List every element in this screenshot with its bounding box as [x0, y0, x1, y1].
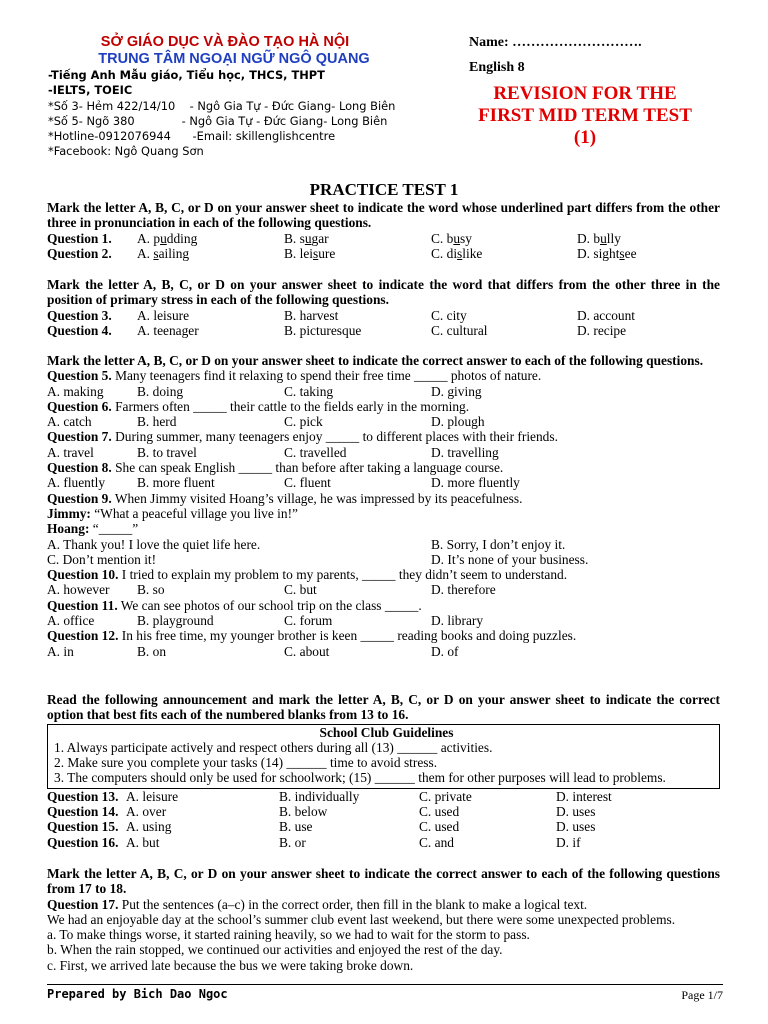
option-c: C. cultural	[431, 322, 488, 338]
option-c: C. dislike	[431, 245, 483, 261]
option-a: A. Thank you! I love the quiet life here.	[47, 536, 261, 552]
option-b: B. so	[137, 582, 165, 598]
option-b: B. leisure	[284, 245, 336, 261]
options-row	[47, 414, 720, 429]
question-stem: Question 12. In his free time, my younger brother is keen _____ reading books and doing puzzles.	[47, 628, 577, 644]
question-label: Question 16.	[47, 834, 119, 850]
option-d: D. It’s none of your business.	[431, 551, 589, 567]
question-row	[47, 819, 720, 834]
option-a: A. leisure	[137, 307, 190, 323]
announcement-title: School Club Guidelines	[319, 724, 454, 740]
info-line-ielts: -IELTS, TOEIC	[48, 83, 133, 98]
option-a: A. fluently	[47, 475, 106, 491]
question-stem: Question 5. Many teenagers find it relaxing to spend their free time _____ photos of nature.	[47, 368, 542, 384]
option-b: B. herd	[137, 414, 177, 430]
question-stem: Question 8. She can speak English _____ than before after taking a language course.	[47, 460, 504, 476]
sentence-a: a. To make things worse, it started raining heavily, so we had to wait for the storm to pass.	[47, 927, 530, 943]
question-row	[47, 246, 720, 261]
option-a: A. pudding	[137, 230, 198, 246]
question-stem: Question 10. I tried to explain my problem to my parents, _____ they didn’t seem to understand.	[47, 567, 568, 583]
option-a: A. office	[47, 613, 95, 629]
option-c: C. and	[419, 834, 454, 850]
option-c: C. but	[284, 582, 317, 598]
option-b: B. use	[279, 819, 313, 835]
option-a: A. sailing	[137, 245, 190, 261]
grade-label: English 8	[469, 60, 525, 75]
dialogue-line-hoang: Hoang: “_____”	[47, 521, 139, 537]
option-c: C. used	[419, 819, 460, 835]
info-line-facebook: *Facebook: Ngô Quang Sơn	[48, 144, 204, 159]
option-d: D. therefore	[431, 582, 496, 598]
options-row	[47, 445, 720, 460]
option-c: C. taking	[284, 383, 334, 399]
section-text-order	[47, 866, 720, 973]
option-d: D. uses	[556, 819, 596, 835]
announcement-line: 2. Make sure you complete your tasks (14) ______ time to avoid stress.	[54, 755, 438, 771]
name-field-label: Name: ……………………….	[469, 35, 642, 50]
option-c: C. used	[419, 804, 460, 820]
page-number: Page 1/7	[681, 988, 723, 1002]
option-a: A. using	[126, 819, 172, 835]
question-row	[47, 308, 720, 323]
passage-intro: We had an enjoyable day at the school’s summer club event last weekend, but there were some unexpected problems.	[47, 911, 676, 927]
question-row	[47, 789, 720, 804]
practice-test-title: PRACTICE TEST 1	[309, 180, 459, 199]
dialogue-line-jimmy: Jimmy: “What a peaceful village you live in!”	[47, 505, 298, 521]
prepared-by: Prepared by Bich Dao Ngoc	[47, 987, 228, 1001]
revision-title-line-2: FIRST MID TERM TEST	[478, 105, 692, 126]
option-a: A. over	[126, 804, 167, 820]
option-b: B. sugar	[284, 230, 329, 246]
option-a: A. leisure	[126, 788, 179, 804]
option-d: D. recipe	[577, 322, 627, 338]
option-d: D. of	[431, 643, 459, 659]
option-d: D. interest	[556, 788, 612, 804]
option-c: C. about	[284, 643, 330, 659]
option-b: B. doing	[137, 383, 184, 399]
department-name: SỞ GIÁO DỤC VÀ ĐÀO TẠO HÀ NỘI	[100, 34, 350, 50]
question-label: Question 15.	[47, 819, 119, 835]
options-row	[47, 582, 720, 597]
section-reading	[47, 692, 720, 850]
options-row	[47, 537, 720, 552]
option-b: B. or	[279, 834, 306, 850]
options-row	[47, 613, 720, 628]
question-stem: Question 9. When Jimmy visited Hoang’s village, he was impressed by its peacefulness.	[47, 490, 523, 506]
page-footer	[47, 984, 723, 1005]
option-d: D. sightsee	[577, 245, 637, 261]
option-d: D. account	[577, 307, 636, 323]
revision-title	[469, 83, 701, 149]
option-d: D. travelling	[431, 444, 499, 460]
info-line-courses: -Tiếng Anh Mẫu giáo, Tiểu học, THCS, THPT	[48, 68, 325, 82]
section-multiple-choice	[47, 353, 720, 659]
question-stem: Question 6. Farmers often _____ their cattle to the fields early in the morning.	[47, 398, 470, 414]
question-label: Question 3.	[47, 307, 112, 323]
question-label: Question 2.	[47, 245, 112, 261]
announcement-box	[47, 724, 720, 789]
options-row	[47, 552, 720, 567]
question-row	[47, 835, 720, 850]
option-b: B. more fluent	[137, 475, 215, 491]
option-c: C. Don’t mention it!	[47, 551, 157, 567]
option-b: B. harvest	[284, 307, 339, 323]
option-d: D. bully	[577, 230, 621, 246]
option-b: B. Sorry, I don’t enjoy it.	[431, 536, 566, 552]
center-name: TRUNG TÂM NGOẠI NGỮ NGÔ QUANG	[98, 51, 370, 67]
question-row	[47, 231, 720, 246]
option-a: A. but	[126, 834, 160, 850]
sentence-b: b. When the rain stopped, we continued our activities and enjoyed the rest of the day.	[47, 942, 503, 958]
option-d: D. library	[431, 613, 484, 629]
section-instruction: Mark the letter A, B, C, or D on your answer sheet to indicate the correct answer to each of the following questions.	[47, 353, 704, 368]
question-label: Question 14.	[47, 804, 119, 820]
section-instruction: Mark the letter A, B, C, or D on your answer sheet to indicate the correct answer to each of the following questions from 17 to 18.	[47, 866, 720, 897]
option-b: B. individually	[279, 788, 360, 804]
announcement-line: 1. Always participate actively and respect others during all (13) ______ activities.	[54, 739, 493, 755]
option-a: A. making	[47, 383, 104, 399]
info-line-contact: *Hotline-0912076944 -Email: skillenglishcentre	[48, 129, 336, 144]
option-a: A. in	[47, 643, 74, 659]
info-line-address-2: *Số 5- Ngõ 380 - Ngô Gia Tự - Đức Giang- Long Biên	[48, 113, 388, 128]
test-header	[469, 34, 729, 149]
options-row	[47, 384, 720, 399]
option-c: C. travelled	[284, 444, 347, 460]
option-b: B. on	[137, 643, 167, 659]
question-label: Question 13.	[47, 788, 119, 804]
option-c: C. busy	[431, 230, 472, 246]
option-d: D. more fluently	[431, 475, 520, 491]
option-d: D. plough	[431, 414, 485, 430]
option-c: C. private	[419, 788, 472, 804]
revision-title-line-1: REVISION FOR THE	[493, 83, 677, 104]
option-d: D. giving	[431, 383, 482, 399]
sentence-c: c. First, we arrived late because the bus we were taking broke down.	[47, 957, 414, 973]
question-stem: Question 7. During summer, many teenagers enjoy _____ to different places with their friends.	[47, 429, 558, 445]
option-b: B. to travel	[137, 444, 197, 460]
section-stress	[47, 277, 720, 338]
info-line-address-1: *Số 3- Hẻm 422/14/10 - Ngô Gia Tự - Đức Giang- Long Biên	[48, 98, 396, 113]
section-instruction: Mark the letter A, B, C, or D on your answer sheet to indicate the word whose underlined part differs from the other three in pronunciation in each of the following questions.	[47, 200, 720, 231]
option-d: D. uses	[556, 804, 596, 820]
options-row	[47, 644, 720, 659]
option-c: C. city	[431, 307, 467, 323]
center-header	[48, 34, 428, 160]
option-b: B. picturesque	[284, 322, 362, 338]
options-row	[47, 475, 720, 490]
announcement-line: 3. The computers should only be used for schoolwork; (15) ______ them for other purposes will lead to problems.	[54, 770, 666, 786]
section-instruction: Read the following announcement and mark the letter A, B, C, or D on your answer sheet to indicate the correct option that best fits each of the numbered blanks from 13 to 16.	[47, 692, 720, 723]
option-c: C. forum	[284, 613, 333, 629]
question-stem: Question 17. Put the sentences (a–c) in the correct order, then fill in the blank to make a logical text.	[47, 896, 588, 912]
option-a: A. catch	[47, 414, 92, 430]
revision-title-line-3: (1)	[573, 127, 597, 148]
question-row	[47, 323, 720, 338]
option-c: C. pick	[284, 414, 323, 430]
question-label: Question 1.	[47, 230, 112, 246]
option-c: C. fluent	[284, 475, 331, 491]
question-stem: Question 11. We can see photos of our school trip on the class _____.	[47, 597, 422, 613]
option-a: A. travel	[47, 444, 94, 460]
section-instruction: Mark the letter A, B, C, or D on your answer sheet to indicate the word that differs from the other three in the position of primary stress in each of the following questions.	[47, 277, 720, 308]
option-a: A. however	[47, 582, 110, 598]
question-row	[47, 804, 720, 819]
question-label: Question 4.	[47, 322, 112, 338]
option-d: D. if	[556, 834, 581, 850]
option-b: B. playground	[137, 613, 214, 629]
option-a: A. teenager	[137, 322, 199, 338]
section-pronunciation	[47, 200, 720, 261]
option-b: B. below	[279, 804, 328, 820]
